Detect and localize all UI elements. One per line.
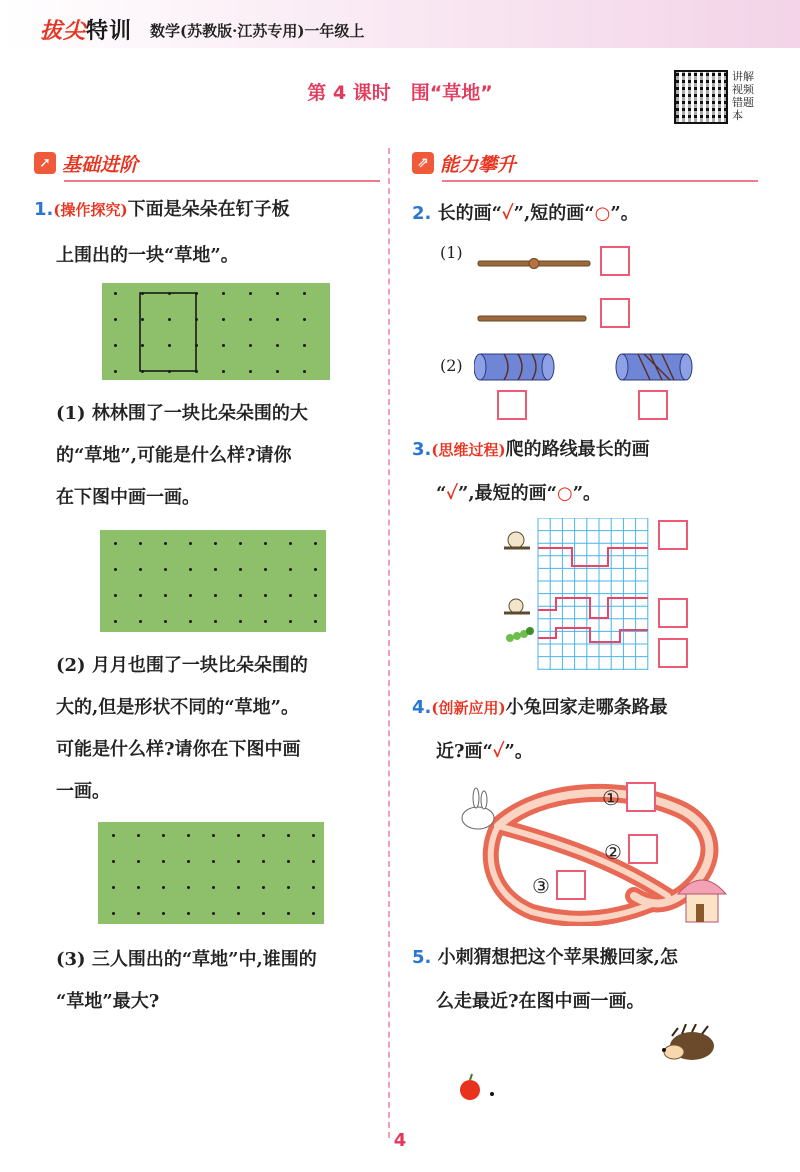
peg-dot [187,912,190,915]
peg-dot [239,594,242,597]
peg-dot [222,292,225,295]
peg-dot [314,568,317,571]
peg-dot [189,568,192,571]
peg-dot [141,344,144,347]
q3-post: ”。 [572,483,602,504]
peg-dot [303,292,306,295]
q4-post: ”。 [504,741,533,762]
route-caterpillar [538,628,648,642]
q3-line2 [436,476,601,512]
peg-dot [312,860,315,863]
peg-dot [137,886,140,889]
snail-icon [504,532,530,548]
peg-dot [141,370,144,373]
brand-black: 特训 [86,19,133,44]
q5-text1: 小刺猬想把这个苹果搬回家,怎 [437,947,678,968]
peg-dot [214,542,217,545]
q1-sub2-line3: 可能是什么样?请你在下图中画 [56,739,301,760]
q5-line2: 么走最近?在图中画一画。 [436,991,645,1012]
peg-dot [137,834,140,837]
peg-dot [239,620,242,623]
q2-number: 2. [412,203,432,224]
peg-dot [287,834,290,837]
page-number: 4 [393,1130,407,1151]
peg-dot [139,620,142,623]
peg-dot [237,886,240,889]
peg-dot [162,886,165,889]
peg-dot [249,344,252,347]
cylinder-left-end2 [542,354,554,380]
peg-dot [312,886,315,889]
pegboard-example-svg [102,283,330,380]
q3-text1: 爬的路线最长的画 [505,439,650,460]
peg-dot [289,620,292,623]
answer-box-2-1b[interactable] [600,298,630,328]
q3-tag: (思维过程) [431,441,506,459]
qr-code-icon[interactable] [674,70,728,124]
check-mark-icon: ✓ [492,741,505,762]
peg-dot [114,594,117,597]
peg-dot [276,344,279,347]
peg-dot [164,542,167,545]
q4-number: 4. [412,697,432,718]
peg-dot [276,370,279,373]
peg-dot [249,370,252,373]
peg-dot [314,594,317,597]
peg-dot [195,318,198,321]
section-basic-label: 基础进阶 [62,154,139,176]
peg-dot [187,834,190,837]
peg-dot [168,370,171,373]
peg-dot [303,370,306,373]
peg-dot [287,860,290,863]
peg-dot [195,344,198,347]
pegboard-example [102,283,330,380]
qr-label: 讲解视频 错题本 [732,70,754,122]
rabbit-icon [462,788,494,829]
apple-dot [490,1092,494,1096]
route-snail-top [538,548,648,566]
cylinder-right-end2 [680,354,692,380]
peg-dot [237,834,240,837]
apple-icon [460,1074,480,1100]
path-3-label: ③ [532,874,550,898]
q3-line1 [412,432,650,468]
q4-line2 [436,734,533,770]
answer-box-4-1[interactable] [626,782,656,812]
peg-dot [289,594,292,597]
peg-dot [264,594,267,597]
peg-dot [262,886,265,889]
peg-dot [212,912,215,915]
peg-dot [141,318,144,321]
hedgehog-dot [662,1048,666,1052]
short-rope [478,316,586,321]
caterpillar-icon [506,627,534,642]
subject-title: 数学(苏教版·江苏专用)一年级上 [150,22,365,40]
pegboard-drawing-2[interactable] [98,822,324,924]
peg-dot [303,344,306,347]
peg-dot [137,912,140,915]
peg-dot [164,568,167,571]
check-mark-icon: ✓ [446,483,458,504]
q1-sub2-line2: 大的,但是形状不同的“草地”。 [56,697,299,718]
peg-dot [262,860,265,863]
peg-dot [189,620,192,623]
peg-dot [262,834,265,837]
peg-dot [139,568,142,571]
q2-part1-label: (1) [440,243,463,262]
peg-dot [114,344,117,347]
brand-red: 拔尖 [40,19,87,44]
peg-dot [141,292,144,295]
peg-dot [189,594,192,597]
peg-dot [237,860,240,863]
hedgehog-icon [664,1024,714,1060]
cylinders-figure [474,350,706,384]
page-header [0,0,800,48]
answer-box-4-3[interactable] [556,870,586,900]
q2-mid: ”,短的画“ [513,203,595,224]
peg-dot [264,542,267,545]
circle-mark-icon: ○ [594,203,611,224]
q5-line1 [412,940,678,976]
pegboard-drawing-1[interactable] [100,530,326,632]
peg-dot [239,542,242,545]
peg-dot [312,834,315,837]
answer-box-3a[interactable] [658,520,688,550]
q1-number: 1. [34,199,54,220]
q4-text1: 小兔回家走哪条路最 [505,697,668,718]
peg-dot [112,912,115,915]
section-basic [34,148,380,182]
peg-dot [187,860,190,863]
cylinder-right [622,354,686,380]
peg-dot [168,318,171,321]
peg-dot [222,318,225,321]
peg-dot [214,620,217,623]
q4-pre: 近?画“ [436,741,493,762]
peg-dot [287,912,290,915]
route-snail-bottom [538,598,648,618]
path-2-label: ② [604,840,622,864]
section-advanced [412,148,758,182]
q5-number: 5. [412,947,432,968]
q3-number: 3. [412,439,432,460]
peg-dot [195,370,198,373]
path-1-label: ① [602,786,620,810]
q1-sub2-line1: (2) 月月也围了一块比朵朵围的 [56,655,308,676]
peg-dot [214,594,217,597]
q1-sub3-line2: “草地”最大? [56,991,160,1012]
peg-dot [112,886,115,889]
peg-dot [139,542,142,545]
peg-dot [222,370,225,373]
lesson-name: 围“草地” [410,82,493,104]
q3-pre: “ [436,483,447,504]
grass-outline [140,293,196,371]
peg-dot [237,912,240,915]
peg-dot [264,568,267,571]
grid-lines [538,518,648,670]
peg-dot [114,370,117,373]
q1-sub3-line1: (3) 三人围出的“草地”中,谁围的 [56,949,317,970]
peg-dot [289,568,292,571]
peg-dot [114,292,117,295]
answer-box-2-1a[interactable] [600,246,630,276]
answer-box-4-2[interactable] [628,834,658,864]
peg-dot [164,620,167,623]
answer-box-2-2a[interactable] [497,390,527,420]
peg-dot [276,318,279,321]
q2-post: ”。 [610,203,639,224]
peg-dot [112,834,115,837]
peg-dot [164,594,167,597]
q3-mid: ”,最短的画“ [457,483,557,504]
peg-dot [162,860,165,863]
cylinder-right-end [616,354,628,380]
peg-dot [289,542,292,545]
peg-dot [114,318,117,321]
q1-sub1-line2: 的“草地”,可能是什么样?请你 [56,445,292,466]
peg-dot [287,886,290,889]
peg-dot [212,886,215,889]
rope-knot [529,259,539,269]
peg-dot [187,886,190,889]
peg-dot [112,860,115,863]
peg-dot [189,542,192,545]
peg-dot [212,834,215,837]
peg-dot [168,344,171,347]
answer-box-2-2b[interactable] [638,390,668,420]
q1-tag: (操作探究) [53,201,128,219]
peg-dot [239,568,242,571]
q1-text1: 下面是朵朵在钉子板 [127,199,290,220]
circle-mark-icon: ○ [556,483,573,504]
peg-dot [276,292,279,295]
q1-sub1-line3: 在下图中画一画。 [56,487,200,508]
brand-logo [40,14,132,45]
peg-dot [214,568,217,571]
q1-sub2-line4: 一画。 [56,781,110,802]
rabbit-paths-figure [452,776,728,926]
ropes-figure [476,254,592,330]
q1-sub1-line1: (1) 林林围了一块比朵朵围的大 [56,403,308,424]
hedgehog-apple-figure[interactable] [456,1024,726,1108]
crawl-grid [500,518,656,674]
check-mark-icon: ✓ [502,203,514,224]
peg-dot [137,860,140,863]
peg-dot [212,860,215,863]
section-advanced-label: 能力攀升 [440,154,517,176]
peg-dot [312,912,315,915]
q4-tag: (创新应用) [431,699,506,717]
peg-dot [264,620,267,623]
peg-dot [249,292,252,295]
peg-dot [195,292,198,295]
peg-dot [168,292,171,295]
cylinder-left-end [474,354,486,380]
peg-dot [162,834,165,837]
peg-dot [139,594,142,597]
peg-dot [314,620,317,623]
answer-box-3c[interactable] [658,638,688,668]
q1-line1 [34,192,290,228]
peg-dot [249,318,252,321]
peg-dot [262,912,265,915]
peg-dot [303,318,306,321]
q4-line1 [412,690,668,726]
peg-dot [114,620,117,623]
runner-icon: ➚ [34,152,56,174]
column-divider [388,148,390,1138]
peg-dot [114,542,117,545]
snail-icon-2 [504,599,530,613]
q2-line1 [412,196,639,232]
lesson-number: 第 4 课时 [307,82,391,104]
cylinder-left [480,354,548,380]
climber-icon: ⇗ [412,152,434,174]
q2-pre: 长的画“ [437,203,503,224]
answer-box-3b[interactable] [658,598,688,628]
peg-dot [162,912,165,915]
peg-dot [114,568,117,571]
peg-dot [314,542,317,545]
peg-dot [222,344,225,347]
q1-line2: 上围出的一块“草地”。 [56,245,239,266]
q2-part2-label: (2) [440,356,463,375]
